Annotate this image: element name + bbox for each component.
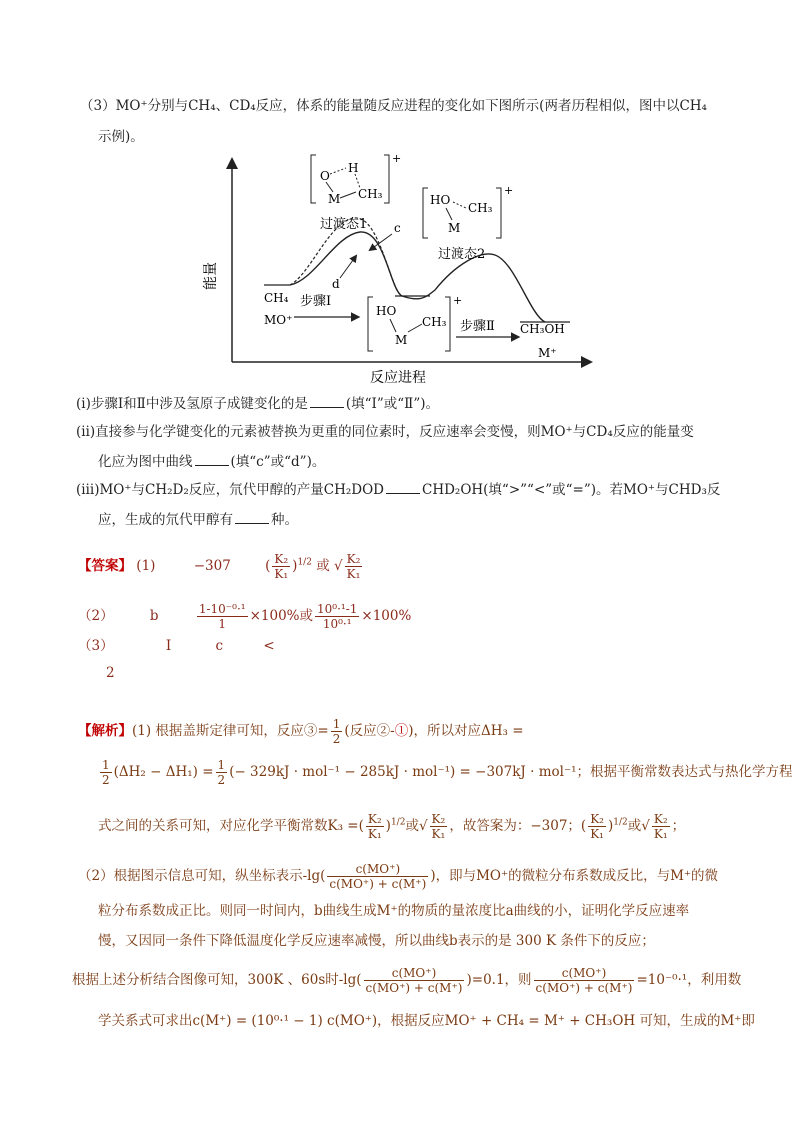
arrow-d xyxy=(340,256,356,278)
svg-text:H: H xyxy=(348,161,359,175)
energy-diagram xyxy=(190,150,600,385)
question-i: (ⅰ)步骤Ⅰ和Ⅱ中涉及氢原子成键变化的是 (填“Ⅰ”或“Ⅱ”)。 xyxy=(76,396,440,412)
curve-c-label: c xyxy=(394,221,401,235)
analysis-line1: 【解析】(1) 根据盖斯定律可知，反应③= $\frac{1}{2}$ (反应②-①)，所以对应ΔH₃ = xyxy=(78,717,524,746)
svg-text:HO: HO xyxy=(376,304,397,318)
ts2-label: 过渡态2 xyxy=(438,247,486,262)
svg-text:M: M xyxy=(448,221,461,235)
y-axis-label: 能量 xyxy=(203,262,219,290)
reactant-mo: MO⁺ xyxy=(264,313,293,327)
analysis-line8: 学关系式可求出c(M⁺) = (10⁰·¹ − 1) c(MO⁺)，根据反应MO⁺ + CH₄ = M⁺ + CH₃OH 可知，生成的M⁺即 xyxy=(98,1013,755,1029)
question-intro-line2: 示例)。 xyxy=(98,129,144,145)
step2-label: 步骤Ⅱ xyxy=(460,319,495,334)
answer-line3: （3） Ⅰ c < xyxy=(78,638,275,654)
svg-text:HO: HO xyxy=(430,193,451,207)
curve-d-label: d xyxy=(332,277,340,291)
svg-text:+: + xyxy=(392,152,402,165)
analysis-line2: $\frac{1}{2}$ (ΔH₂ − ΔH₁) = $\frac{1}{2}$ (− 329kJ · mol⁻¹ − 285kJ · mol⁻¹) = −307kJ · mol⁻¹；根据平衡常数表达式与热化学方程 xyxy=(102,758,793,787)
question-iii-line2: 应，生成的氘代甲醇有 种。 xyxy=(98,512,298,528)
answer-line2: （2） b $\frac{\text{1-10⁻⁰·¹}}{1}$ ×100%或 $\frac{\text{10⁰·¹-1}}{\text{10⁰·¹}}$ ×100% xyxy=(78,602,412,631)
product-ch3oh: CH₃OH xyxy=(520,322,565,336)
analysis-line4: （2）根据图示信息可知，纵坐标表示-lg( $\frac{c(MO^+)}{c(MO^+) + c(M^+)}$ )，即与MO⁺的微粒分布系数成反比，与M⁺的微 xyxy=(78,862,719,891)
step1-label: 步骤Ⅰ xyxy=(300,294,332,309)
svg-text:CH₃: CH₃ xyxy=(468,201,493,215)
ts1-label: 过渡态1 xyxy=(320,217,368,232)
question-iii-line1: (ⅲ)MO⁺与CH₂D₂反应，氘代甲醇的产量CH₂DOD CHD₂OH(填“>”“<”或“=”)。若MO⁺与CHD₃反 xyxy=(76,482,721,498)
x-axis-label: 反应进程 xyxy=(370,370,426,385)
analysis-line3: 式之间的关系可知，对应化学平衡常数K₃ =( $\frac{\text{K₂}}{\text{K₁}}$ )$^{1/2}$或√ $\frac{\text{K₂}}{\text{K₁}}$ ，故答案为：−307；( $\frac{\text{K₂}}{\text{K₁}}$ )$^{1/2}$或√ $\frac{\text{K₂}}{\text{K₁}}$ ； xyxy=(98,812,686,841)
question-ii-line1: (ⅱ)直接参与化学键变化的元素被替换为更重的同位素时，反应速率会变慢，则MO⁺与CD₄反应的能量变 xyxy=(76,424,694,440)
product-m: M⁺ xyxy=(538,346,557,360)
svg-text:O: O xyxy=(320,169,330,183)
svg-text:M: M xyxy=(395,333,408,347)
answer-tag: 【答案】 xyxy=(78,558,132,574)
svg-text:CH₃: CH₃ xyxy=(358,187,383,201)
analysis-line6: 慢，又因同一条件下降低温度化学反应速率减慢，所以曲线b表示的是 300 K 条件下的反应； xyxy=(98,933,655,949)
analysis-line7: 根据上述分析结合图像可知，300K 、60s时-lg( $\frac{c(MO^+)}{c(MO^+) + c(M^+)}$ )=0.1，则 $\frac{c(MO^+)}{c(MO^+) + c(M^+)}$ =10⁻⁰·¹，利用数 xyxy=(72,966,742,995)
svg-text:M: M xyxy=(328,192,341,206)
svg-text:+: + xyxy=(453,294,463,307)
answer-line1: 【答案】 (1) −307 ( $\frac{\text{K₂}}{\text{K₁}}$ )$^{1/2}$ 或 √ $\frac{\text{K₂}}{\text{K₁}}$ xyxy=(78,552,361,581)
reactant-ch4: CH₄ xyxy=(264,291,289,305)
svg-text:+: + xyxy=(504,184,514,197)
analysis-line5: 粒分布系数成正比。则同一时间内，b曲线生成M⁺的物质的量浓度比a曲线的小，证明化学反应速率 xyxy=(98,903,690,919)
analysis-tag: 【解析】 xyxy=(78,723,132,739)
question-intro-line1: （3）MO⁺分别与CH₄、CD₄反应，体系的能量随反应进程的变化如下图所示(两者历程相似，图中以CH₄ xyxy=(80,98,707,114)
answer-line4: 2 xyxy=(106,665,115,681)
question-ii-line2: 化应为图中曲线 (填“c”或“d”)。 xyxy=(98,454,326,470)
svg-text:CH₃: CH₃ xyxy=(422,315,447,329)
